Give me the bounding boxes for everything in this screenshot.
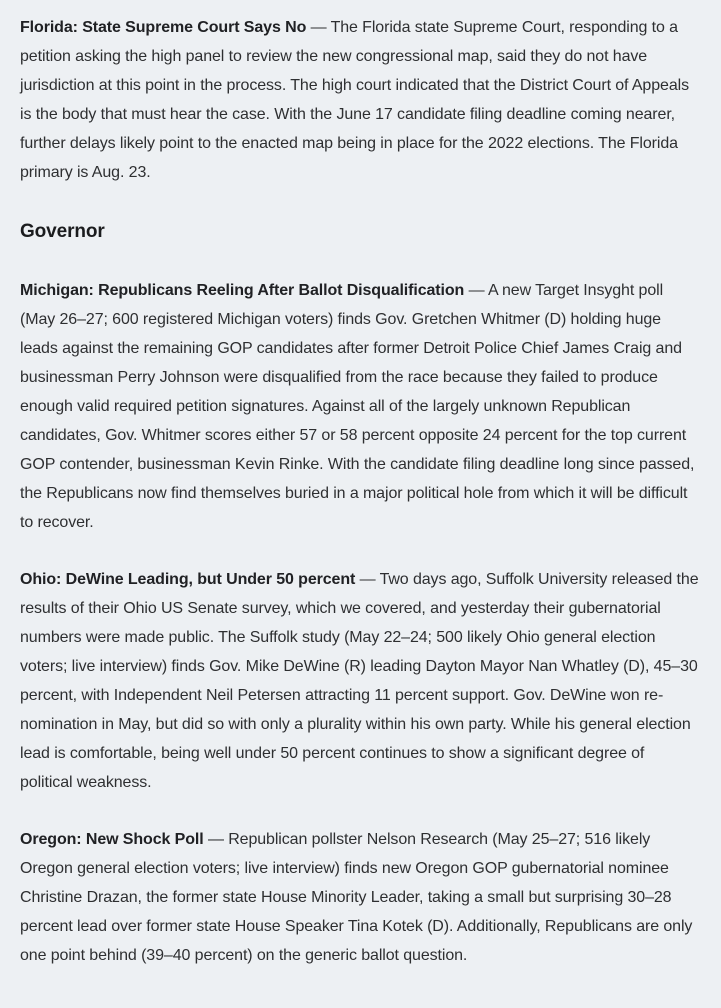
paragraph-michigan (20, 276, 700, 537)
em-dash-separator: — (355, 571, 380, 588)
michigan-headline: Michigan: Republicans Reeling After Ballot Disqualification (20, 282, 465, 299)
governor-section-heading: Governor (20, 221, 105, 242)
ohio-headline: Ohio: DeWine Leading, but Under 50 percent (20, 571, 356, 588)
florida-headline: Florida: State Supreme Court Says No (20, 19, 307, 36)
paragraph-ohio (20, 565, 700, 797)
oregon-headline: Oregon: New Shock Poll (20, 831, 204, 848)
em-dash-separator: — (464, 282, 488, 299)
paragraph-florida (20, 13, 700, 187)
oregon-body-text: Republican pollster Nelson Research (May 25–27; 516 likely Oregon general election voters; live interview) finds new Oregon GOP gubernatorial nominee Christine Drazan, the former state House Minority Leader, taking a small but surprising 30–28 percent lead over former state House Speaker Tina Kotek (D). Additionally, Republicans are only one point behind (39–40 percent) on the generic ballot question. (20, 831, 693, 964)
em-dash-separator: — (203, 831, 229, 848)
paragraph-oregon (20, 825, 700, 970)
florida-body-text: The Florida state Supreme Court, responding to a petition asking the high panel to review the new congressional map, said they do not have jurisdiction at this point in the process. The high court indicated that the District Court of Appeals is the body that must hear the case. With the June 17 candidate filing deadline coming nearer, further delays likely point to the enacted map being in place for the 2022 elections. The Florida primary is Aug. 23. (20, 19, 689, 181)
michigan-body-text: A new Target Insyght poll (May 26–27; 600 registered Michigan voters) finds Gov. Gretchen Whitmer (D) holding huge leads against the remaining GOP candidates after former Detroit Police Chief James Craig and businessman Perry Johnson were disqualified from the race because they failed to produce enough valid required petition signatures. Against all of the largely unknown Republican candidates, Gov. Whitmer scores either 57 or 58 percent opposite 24 percent for the top current GOP contender, businessman Kevin Rinke. With the candidate filing deadline long since passed, the Republicans now find themselves buried in a major political hole from which it will be difficult to recover. (20, 282, 695, 531)
em-dash-separator: — (306, 19, 331, 36)
ohio-body-text: Two days ago, Suffolk University released the results of their Ohio US Senate survey, which we covered, and yesterday their gubernatorial numbers were made public. The Suffolk study (May 22–24; 500 likely Ohio general election voters; live interview) finds Gov. Mike DeWine (R) leading Dayton Mayor Nan Whatley (D), 45–30 percent, with Independent Neil Petersen attracting 11 percent support. Gov. DeWine won re-nomination in May, but did so with only a plurality within his own party. While his general election lead is comfortable, being well under 50 percent continues to show a significant degree of political weakness. (20, 571, 699, 791)
